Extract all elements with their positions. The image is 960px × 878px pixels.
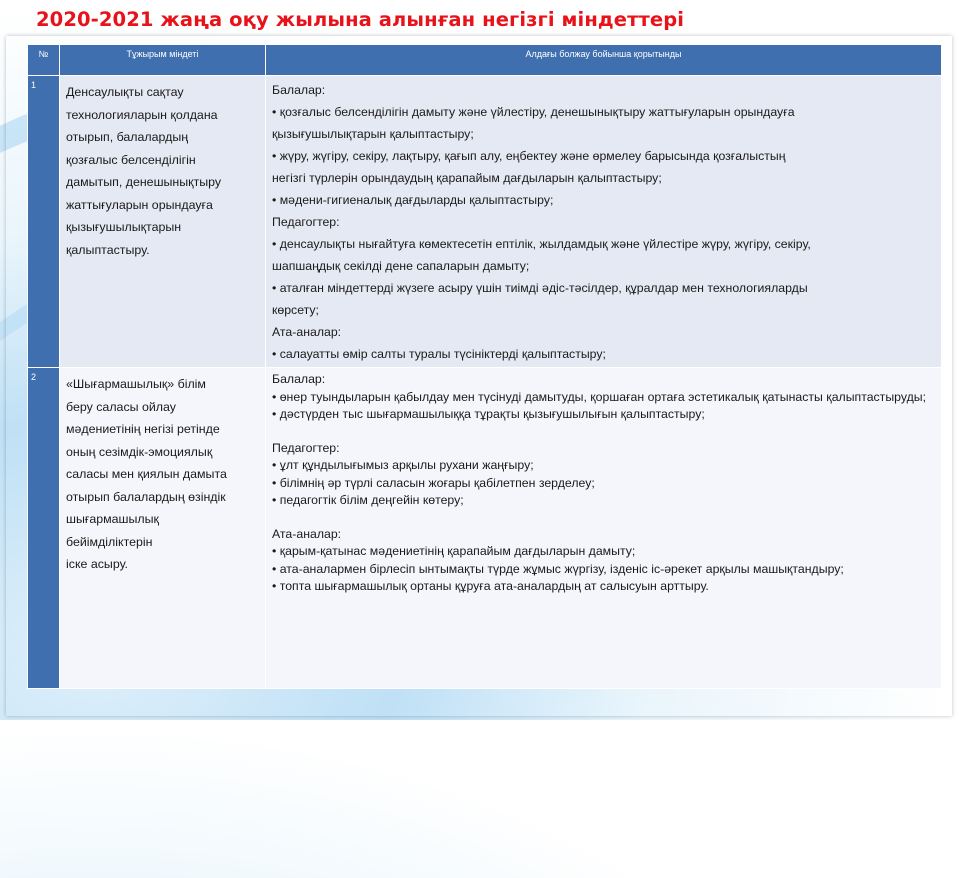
group-spacer [272,424,936,440]
group-heading: Педагогтер: [272,440,340,455]
group-heading: Балалар: [272,83,326,97]
result-line: • қозғалыс белсенділігін дамыту және үйлестіру, денешынықтыру жаттығуларын орындауға [272,105,795,119]
row-number: 1 [28,76,60,368]
result-line: • жүру, жүгіру, секіру, лақтыру, қағып алу, еңбектеу және өрмелеу барысында қозғалыстың [272,149,786,163]
group-heading: Ата-аналар: [272,526,342,541]
group-heading: Педагогтер: [272,215,340,229]
header-number: № [28,45,60,76]
task-line: жаттығуларын орындауға [66,197,213,212]
result-line: • педагогтік білім деңгейін көтеру; [272,493,464,507]
group-spacer [272,510,936,526]
table-row [28,76,942,368]
task-line: шығармашылық [66,512,159,526]
task-cell [60,76,266,368]
result-line: • аталған міндеттерді жүзеге асыру үшін тиімді әдіс-тәсілдер, құралдар мен технологияларды [272,281,808,295]
header-result: Алдағы болжау бойынша қорытынды [266,45,942,76]
header-task: Тұжырым міндеті [60,45,266,76]
result-line: қызығушылықтарын қалыптастыру; [272,127,474,141]
result-cell [266,368,942,689]
task-line: іске асыру. [66,557,128,571]
task-line: саласы мен қиялын дамыта [66,467,227,481]
group-heading: Балалар: [272,372,326,386]
result-line: • денсаулықты нығайтуға көмектесетін ептілік, жылдамдық және үйлестіре жүру, жүгіру, секіру, [272,237,811,251]
result-line: шапшаңдық секілді дене сапаларын дамыту; [272,259,530,273]
task-line: Денсаулықты сақтау [66,85,184,99]
result-line: • салауатты өмір салты туралы түсініктерді қалыптастыру; [272,347,606,361]
task-line: беру саласы ойлау [66,399,176,414]
result-line: • ұлт құндылығымыз арқылы рухани жаңғыру; [272,458,534,472]
task-line: отырып, балалардың [66,130,189,144]
result-line: • ата-аналармен бірлесіп ынтымақты түрде жұмыс жүргізу, ізденіс іс-әрекет арқылы машықтандыру; [272,561,844,576]
task-line: технологияларын қолдана [66,107,218,122]
table-header-row [28,45,942,76]
task-line: «Шығармашылық» білім [66,377,206,391]
result-line: • топта шығармашылық ортаны құруға ата-аналардың ат салысуын арттыру. [272,579,709,593]
result-text [267,77,940,365]
group-heading: Ата-аналар: [272,325,342,339]
task-line: дамытып, денешынықтыру [66,175,222,189]
task-line: мәдениетінің негізі ретінде [66,422,220,436]
result-line: • мәдени-гигиеналық дағдыларды қалыптастыру; [272,193,554,207]
task-text [61,369,264,576]
table-row [28,368,942,689]
task-line: қалыптастыру. [66,242,150,257]
task-line: қозғалыс белсенділігін [66,152,196,167]
result-line: • дәстүрден тыс шығармашылыққа тұрақты қызығушылығын қалыптастыру; [272,407,705,421]
result-line: негізгі түрлерін орындаудың қарапайым дағдыларын қалыптастыру; [272,171,662,185]
result-line: • қарым-қатынас мәдениетінің қарапайым дағдыларын дамыту; [272,544,636,558]
task-line: отырып балалардың өзіндік [66,489,226,504]
task-line: қызығушылықтарын [66,220,182,234]
result-line: • білімнің әр түрлі саласын жоғары қабілетпен зерделеу; [272,475,595,490]
result-text [267,369,940,596]
slide-title: 2020-2021 жаңа оқу жылына алынған негізгі міндеттері [36,8,685,31]
task-line: бейімділіктерін [66,534,153,549]
result-line: • өнер туындыларын қабылдау мен түсінуді дамытуды, қоршаған ортаға эстетикалық қатынасты қалыптастыруды; [272,389,927,404]
result-cell [266,76,942,368]
tasks-table [27,44,942,689]
row-number: 2 [28,368,60,689]
task-text [61,77,264,261]
result-line: көрсету; [272,303,319,317]
task-cell [60,368,266,689]
task-line: оның сезімдік-эмоциялық [66,444,213,459]
